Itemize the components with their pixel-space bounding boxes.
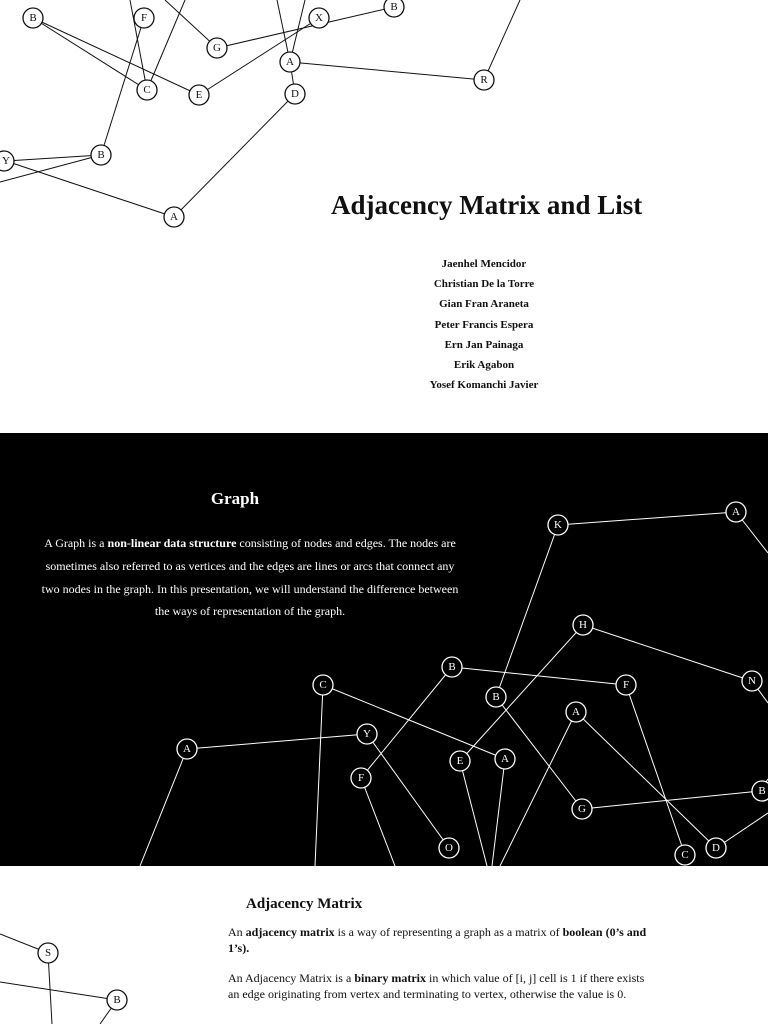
author-name: Ern Jan Painaga bbox=[444, 338, 524, 351]
matrix-definition bbox=[228, 924, 658, 956]
bold-term: boolean (0’s and 1’s). bbox=[228, 925, 647, 955]
graph-node-label: O bbox=[445, 842, 453, 854]
graph-node-label: X bbox=[315, 12, 323, 24]
graph-node-label: Y bbox=[2, 155, 10, 167]
graph-node-label: E bbox=[195, 89, 203, 101]
graph-node-label: B bbox=[758, 785, 766, 797]
section-title: Adjacency Matrix bbox=[246, 896, 363, 912]
author-name: Erik Agabon bbox=[453, 358, 515, 371]
graph-node-label: B bbox=[492, 691, 500, 703]
author-name: Peter Francis Espera bbox=[434, 318, 534, 331]
graph-node-label: A bbox=[501, 753, 509, 765]
graph-node-label: F bbox=[357, 772, 365, 784]
text-run: consisting of nodes and edges. The nodes are sometimes also referred to as vertices and the edges are lines or arcs that connect any two nodes in the graph. In this presentation, we will understand the difference between the ways of representation of the graph. bbox=[41, 536, 459, 619]
graph-node-label: H bbox=[579, 619, 587, 631]
author-name: Yosef Komanchi Javier bbox=[429, 379, 539, 392]
binary-matrix-definition bbox=[228, 970, 658, 1002]
graph-node-label: A bbox=[572, 706, 580, 718]
graph-node-label: B bbox=[390, 1, 398, 13]
section-title: Graph bbox=[210, 489, 260, 508]
graph-node-label: F bbox=[140, 12, 148, 24]
graph-node-label: E bbox=[456, 755, 464, 767]
graph-node-label: B bbox=[29, 12, 37, 24]
bold-term: binary matrix bbox=[354, 971, 426, 985]
graph-node-label: B bbox=[113, 994, 121, 1006]
slide-title: Adjacency Matrix and List bbox=[331, 190, 643, 220]
text-run: A Graph is a bbox=[44, 536, 108, 550]
text-run: in which value of [i, j] cell is 1 if there exists an edge originating from vertex and terminating to vertex, otherwise the value is 0. bbox=[228, 971, 645, 1001]
graph-node-label: A bbox=[732, 506, 740, 518]
graph-node-label: F bbox=[622, 679, 630, 691]
graph-node-label: B bbox=[97, 149, 105, 161]
graph-node-label: C bbox=[681, 849, 689, 861]
graph-node-label: N bbox=[748, 675, 756, 687]
author-name: Gian Fran Araneta bbox=[439, 298, 529, 311]
graph-node-label: C bbox=[319, 679, 327, 691]
graph-node-label: A bbox=[183, 743, 191, 755]
text-run: is a way of representing a graph as a matrix of bbox=[334, 925, 563, 939]
graph-node-label: Y bbox=[363, 728, 371, 740]
bold-term: adjacency matrix bbox=[245, 925, 335, 939]
graph-node-label: K bbox=[554, 519, 562, 531]
graph-node-label: A bbox=[170, 211, 178, 223]
graph-node-label: B bbox=[448, 661, 456, 673]
author-name: Christian De la Torre bbox=[433, 278, 535, 291]
graph-node-label: C bbox=[143, 84, 151, 96]
graph-node-label: D bbox=[712, 842, 720, 854]
author-name: Jaenhel Mencidor bbox=[441, 258, 527, 270]
graph-definition bbox=[40, 532, 460, 623]
graph-node-label: D bbox=[291, 88, 299, 100]
graph-node-label: S bbox=[44, 947, 52, 959]
graph-node-label: G bbox=[578, 803, 586, 815]
decorative-graph bbox=[0, 433, 768, 866]
graph-node-label: G bbox=[213, 42, 221, 54]
text-run: An bbox=[228, 925, 246, 939]
bold-term: non-linear data structure bbox=[107, 536, 237, 550]
graph-slide bbox=[0, 433, 768, 866]
author-list bbox=[384, 254, 584, 395]
graph-node-label: R bbox=[480, 74, 488, 86]
text-run: An Adjacency Matrix is a bbox=[228, 971, 355, 985]
graph-node-label: A bbox=[286, 56, 294, 68]
